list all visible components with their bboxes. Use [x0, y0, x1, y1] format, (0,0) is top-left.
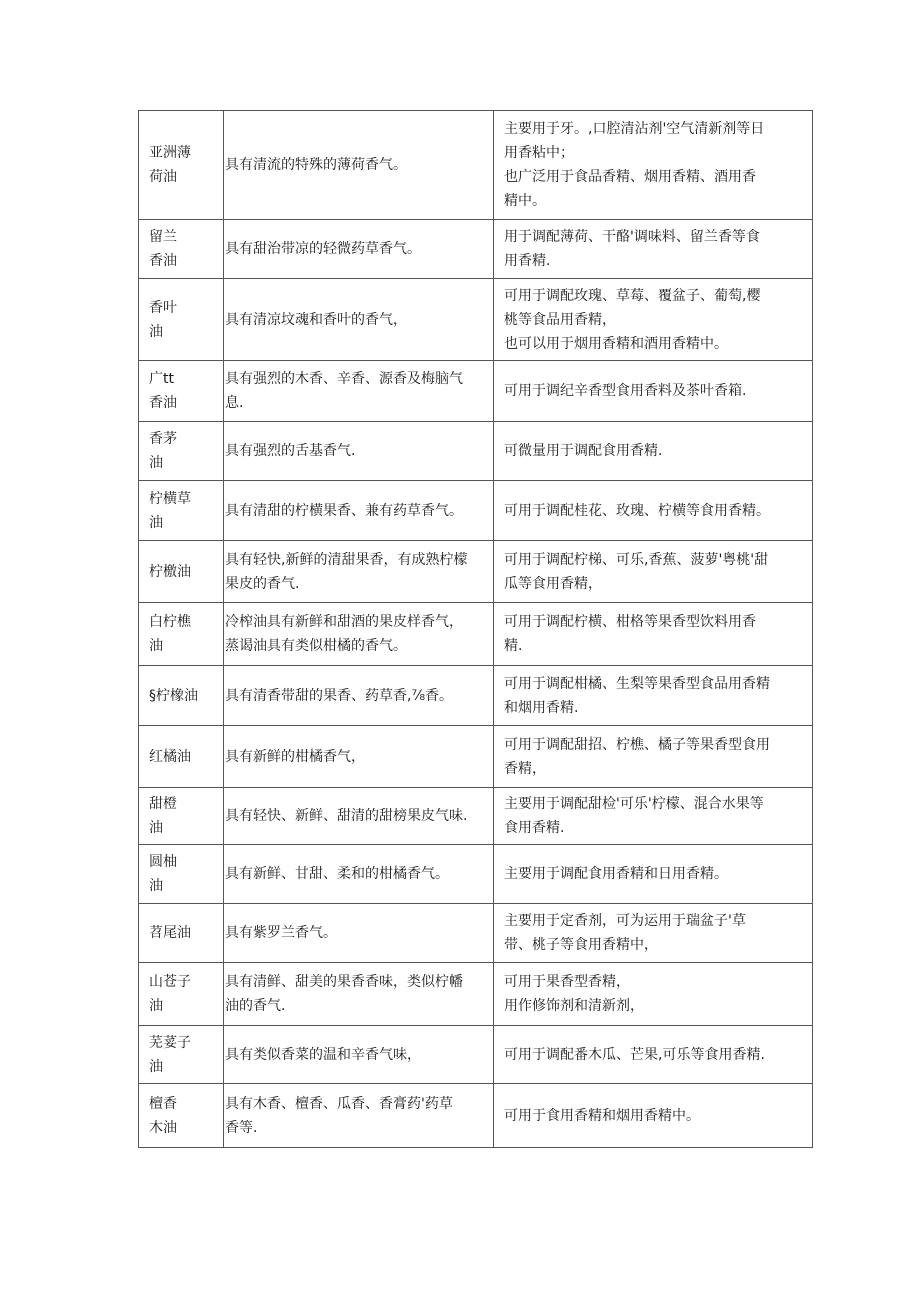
- oil-name-cell: [139, 603, 224, 666]
- usage-cell: [494, 603, 813, 666]
- usage-cell: [494, 481, 813, 541]
- aroma-description: 冷榨油具有新鲜和甜酒的果皮样香气， 蒸谒油具有类似柑橘的香气。: [225, 614, 463, 654]
- aroma-description: 具有木香、檀香、瓜香、香膏药'药草 香等.: [225, 1095, 453, 1136]
- aroma-description: 具有清香带甜的果香、药草香,⅞香。: [225, 687, 454, 704]
- usage-cell: [494, 361, 813, 422]
- oil-name: 香茅 油: [149, 431, 177, 471]
- aroma-description-cell: [224, 788, 494, 845]
- oil-name-cell: [139, 904, 224, 963]
- table-row: [139, 726, 813, 788]
- usage-cell: [494, 666, 813, 726]
- table-row: [139, 422, 813, 481]
- oil-name-cell: [139, 422, 224, 481]
- usage-cell: [494, 963, 813, 1026]
- usage-text: 可用于食用香精和烟用香精中。: [504, 1107, 700, 1124]
- usage-cell: [494, 279, 813, 361]
- aroma-description-cell: [224, 904, 494, 963]
- usage-text: 可用于调纪辛香型食用香料及茶叶香箱.: [504, 383, 747, 399]
- table-row: [139, 361, 813, 422]
- table-row: [139, 481, 813, 541]
- usage-text: 用于调配薄荷、干酪'调味料、留兰香等食 用香精.: [504, 229, 760, 269]
- aroma-description-cell: [224, 481, 494, 541]
- aroma-description: 具有清甜的柠横果香、兼有药草香气。: [225, 502, 463, 519]
- aroma-description-cell: [224, 726, 494, 788]
- oil-name: 香叶 油: [149, 299, 177, 340]
- aroma-description: 具有清流的特殊的薄荷香气。: [225, 157, 407, 173]
- usage-cell: [494, 1084, 813, 1148]
- oil-name: §柠橡油: [149, 687, 198, 704]
- oil-name-cell: [139, 788, 224, 845]
- aroma-description-cell: [224, 1026, 494, 1084]
- table-row: [139, 963, 813, 1026]
- usage-cell: [494, 726, 813, 788]
- usage-text: 可用于调配柠横、柑格等果香型饮料用香 精.: [504, 614, 756, 654]
- aroma-description: 具有新鲜的柑橘香气，: [225, 748, 365, 765]
- aroma-description: 具有清凉坟魂和香叶的香气，: [225, 311, 407, 328]
- aroma-description: 具有清鲜、甜美的果香香味，类似柠幡 油的香气.: [225, 974, 463, 1014]
- oil-name-cell: [139, 111, 224, 220]
- table-row: [139, 1026, 813, 1084]
- oil-name: 甜橙 油: [149, 796, 177, 836]
- aroma-description-cell: [224, 111, 494, 220]
- aroma-description: 具有甜治带凉的轻微药草香气。: [225, 241, 421, 257]
- oil-name: 柠檄油: [149, 563, 191, 580]
- oil-name: 柠横草 油: [149, 490, 191, 531]
- oil-name-cell: [139, 361, 224, 422]
- oil-name: 红橘油: [149, 748, 191, 765]
- table-body: [139, 111, 813, 1148]
- usage-cell: [494, 111, 813, 220]
- oil-name: 苕尾油: [149, 925, 191, 941]
- table-row: [139, 666, 813, 726]
- usage-text: 主要用于调配甜检'可乐'柠檬、混合水果等 食用香精.: [504, 796, 764, 836]
- usage-cell: [494, 1026, 813, 1084]
- aroma-description-cell: [224, 666, 494, 726]
- aroma-description-cell: [224, 541, 494, 603]
- aroma-description: 具有类似香菜的温和辛香气味，: [225, 1046, 421, 1063]
- usage-cell: [494, 788, 813, 845]
- usage-text: 可用于调配番木瓜、芒果,可乐等食用香精.: [504, 1046, 765, 1063]
- table-row: [139, 220, 813, 279]
- oil-name-cell: [139, 220, 224, 279]
- aroma-description: 具有紫罗兰香气。: [225, 925, 337, 941]
- aroma-description-cell: [224, 220, 494, 279]
- oil-name-cell: [139, 845, 224, 904]
- table-row: [139, 541, 813, 603]
- usage-cell: [494, 422, 813, 481]
- oil-name-cell: [139, 1026, 224, 1084]
- usage-cell: [494, 845, 813, 904]
- table-row: [139, 1084, 813, 1148]
- usage-text: 可微量用于调配食用香精.: [504, 443, 663, 459]
- usage-text: 可用于调配柠梯、可乐,香蕉、菠萝'粤桃'甜 瓜等食用香精，: [504, 551, 769, 592]
- table-row: [139, 111, 813, 220]
- oil-name-cell: [139, 963, 224, 1026]
- aroma-description: 具有强烈的木香、辛香、源香及梅脑气 息.: [225, 371, 463, 411]
- oil-name-cell: [139, 481, 224, 541]
- aroma-description: 具有轻快、新鲜、甜清的甜榜果皮气味.: [225, 808, 468, 824]
- oil-name: 山苍子 油: [149, 974, 191, 1014]
- usage-text: 主要用于牙。,口腔清沾剂'空气清新剂等日 用香粘中； 也广泛用于食品香精、烟用香精、酒用香 精中。: [504, 121, 765, 209]
- oil-name: 广tt 香油: [149, 371, 177, 411]
- oil-name-cell: [139, 541, 224, 603]
- table-row: [139, 788, 813, 845]
- oil-name: 亚洲薄 荷油: [149, 145, 191, 185]
- usage-cell: [494, 904, 813, 963]
- aroma-description: 具有新鲜、甘甜、柔和的柑橘香气。: [225, 866, 449, 882]
- oil-name: 圆柚 油: [149, 854, 177, 894]
- table-row: [139, 845, 813, 904]
- table-row: [139, 904, 813, 963]
- usage-text: 可用于果香型香精， 用作修饰剂和清新剂，: [504, 974, 644, 1014]
- oil-name-cell: [139, 726, 224, 788]
- table-row: [139, 603, 813, 666]
- aroma-description: 具有强烈的舌基香气.: [225, 443, 356, 459]
- aroma-description-cell: [224, 963, 494, 1026]
- aroma-description-cell: [224, 1084, 494, 1148]
- aroma-description-cell: [224, 279, 494, 361]
- usage-text: 可用于调配甜招、柠樵、橘子等果香型食用 香精，: [504, 736, 770, 777]
- oil-name: 白柠樵 油: [149, 614, 191, 654]
- essential-oils-table: [138, 110, 813, 1148]
- usage-cell: [494, 541, 813, 603]
- oil-name: 留兰 香油: [149, 229, 177, 269]
- usage-text: 可用于调配柑橘、生梨等果香型食品用香精 和烟用香精.: [504, 675, 770, 716]
- aroma-description-cell: [224, 845, 494, 904]
- usage-text: 主要用于定香剂，可为运用于瑞盆子'草 带、桃子等食用香精中，: [504, 913, 746, 953]
- usage-cell: [494, 220, 813, 279]
- oil-name-cell: [139, 279, 224, 361]
- oil-name-cell: [139, 1084, 224, 1148]
- oil-name-cell: [139, 666, 224, 726]
- table-row: [139, 279, 813, 361]
- oil-name: 芜荽子 油: [149, 1034, 191, 1075]
- aroma-description-cell: [224, 603, 494, 666]
- aroma-description-cell: [224, 422, 494, 481]
- usage-text: 可用于调配玫瑰、草莓、覆盆子、葡萄,樱 桃等食品用香精， 也可以用于烟用香精和酒用香精中。: [504, 287, 761, 352]
- oil-name: 檀香 木油: [149, 1095, 177, 1136]
- usage-text: 主要用于调配食用香精和日用香精。: [504, 866, 728, 882]
- usage-text: 可用于调配桂花、玫瑰、柠横等食用香精。: [504, 502, 770, 519]
- aroma-description-cell: [224, 361, 494, 422]
- aroma-description: 具有轻快,新鲜的清甜果香，有成熟柠檬 果皮的香气.: [225, 551, 468, 592]
